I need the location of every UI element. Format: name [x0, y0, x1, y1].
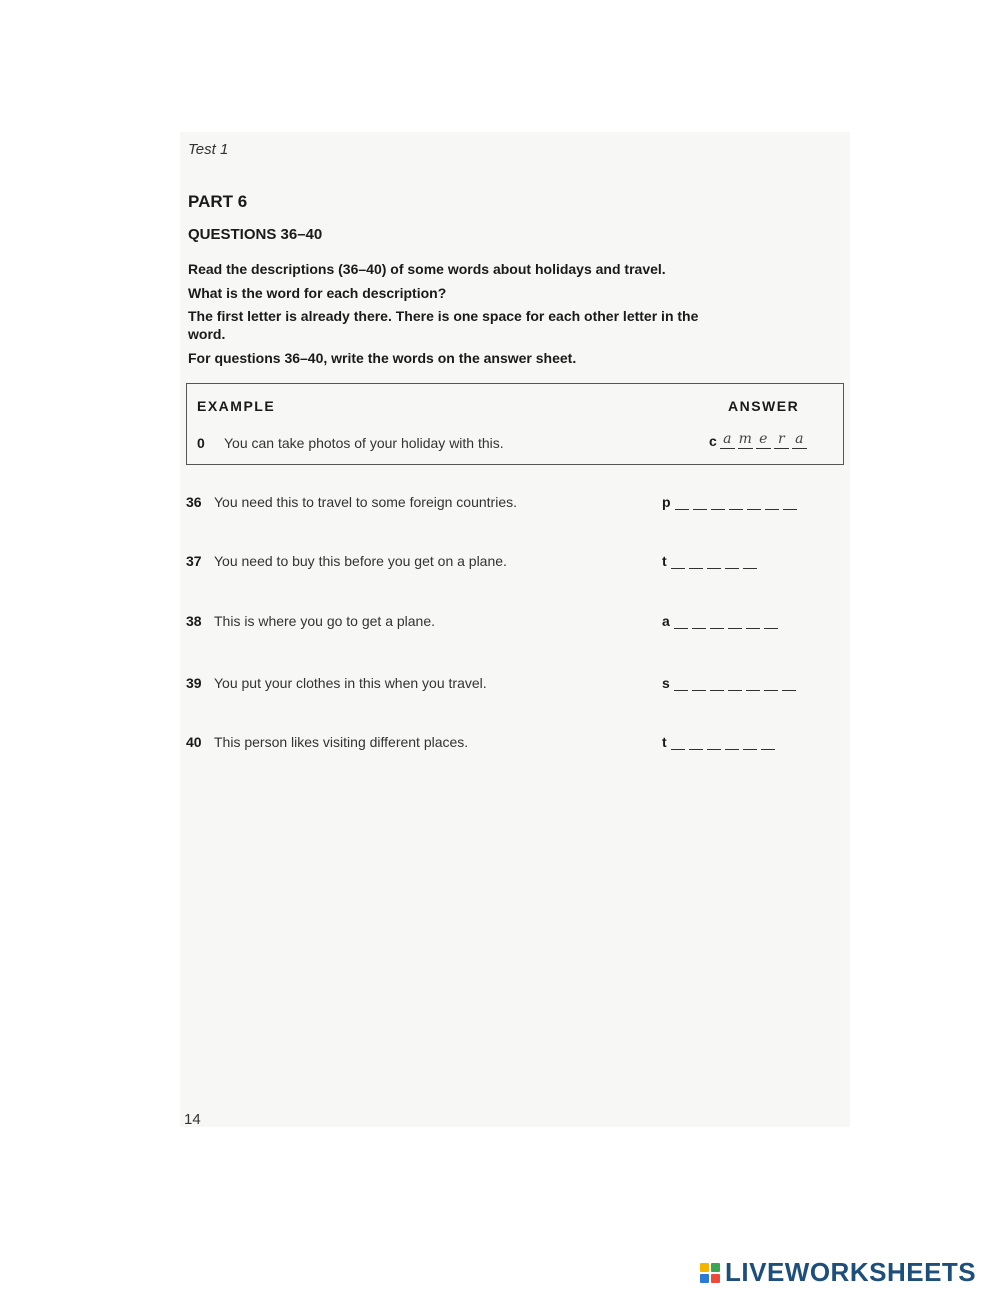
answer-field[interactable]	[662, 494, 797, 510]
example-answer-letter: a	[720, 431, 735, 449]
answer-blank[interactable]	[693, 497, 707, 510]
example-number: 0	[197, 435, 205, 451]
answer-blank[interactable]	[710, 616, 724, 629]
part-title: PART 6	[188, 192, 248, 211]
question-text: This person likes visiting different places.	[214, 734, 469, 750]
answer-field[interactable]	[662, 553, 757, 569]
page-number: 14	[184, 1111, 201, 1128]
example-answer-letter: e	[756, 431, 771, 449]
liveworksheets-logo-icon	[700, 1263, 720, 1283]
answer-blank[interactable]	[764, 616, 778, 629]
answer-field[interactable]	[662, 734, 775, 750]
answer-blank[interactable]	[689, 737, 703, 750]
question-text: You need this to travel to some foreign countries.	[214, 494, 517, 510]
answer-blank[interactable]	[692, 678, 706, 691]
answer-blank[interactable]	[675, 497, 689, 510]
worksheet-page	[180, 132, 850, 1127]
example-answer-letter: r	[774, 431, 789, 449]
answer-first-letter: t	[662, 553, 667, 569]
questions-title: QUESTIONS 36–40	[188, 226, 323, 243]
example-box	[186, 383, 844, 465]
answer-blank[interactable]	[671, 556, 685, 569]
logo-square	[711, 1263, 720, 1272]
answer-blank[interactable]	[728, 678, 742, 691]
question-text: You need to buy this before you get on a plane.	[214, 553, 507, 569]
answer-blank[interactable]	[746, 678, 760, 691]
example-first-letter: c	[709, 433, 717, 449]
answer-blank[interactable]	[674, 616, 688, 629]
instruction-1: Read the descriptions (36–40) of some words about holidays and travel.	[188, 261, 666, 277]
answer-blank[interactable]	[674, 678, 688, 691]
instruction-4: For questions 36–40, write the words on the answer sheet.	[188, 350, 577, 366]
test-label: Test 1	[188, 141, 229, 158]
answer-blank[interactable]	[707, 556, 721, 569]
answer-first-letter: a	[662, 613, 670, 629]
answer-blank[interactable]	[728, 616, 742, 629]
answer-blank[interactable]	[747, 497, 761, 510]
question-number: 36	[186, 494, 202, 510]
answer-first-letter: p	[662, 494, 671, 510]
answer-blank[interactable]	[765, 497, 779, 510]
answer-blank[interactable]	[671, 737, 685, 750]
answer-blank[interactable]	[692, 616, 706, 629]
answer-blank[interactable]	[782, 678, 796, 691]
liveworksheets-logo[interactable]	[700, 1257, 976, 1288]
answer-blank[interactable]	[729, 497, 743, 510]
answer-blank[interactable]	[707, 737, 721, 750]
answer-blank[interactable]	[743, 737, 757, 750]
answer-blank[interactable]	[725, 737, 739, 750]
answer-blank[interactable]	[743, 556, 757, 569]
answer-first-letter: s	[662, 675, 670, 691]
answer-blank[interactable]	[725, 556, 739, 569]
answer-blank[interactable]	[761, 737, 775, 750]
question-number: 39	[186, 675, 202, 691]
answer-field[interactable]	[662, 613, 778, 629]
example-answer-letter: a	[792, 431, 807, 449]
answer-blank[interactable]	[710, 678, 724, 691]
answer-heading: ANSWER	[728, 398, 800, 414]
logo-square	[700, 1263, 709, 1272]
example-answer-letter: m	[738, 431, 752, 447]
question-number: 37	[186, 553, 202, 569]
answer-blank[interactable]	[689, 556, 703, 569]
question-text: You put your clothes in this when you travel.	[214, 675, 487, 691]
answer-blank[interactable]	[746, 616, 760, 629]
instruction-2: What is the word for each description?	[188, 285, 447, 301]
question-number: 40	[186, 734, 202, 750]
question-text: This is where you go to get a plane.	[214, 613, 436, 629]
example-text: You can take photos of your holiday with this.	[224, 435, 504, 451]
logo-square	[700, 1274, 709, 1283]
answer-blank[interactable]	[711, 497, 725, 510]
example-heading: EXAMPLE	[197, 398, 276, 414]
answer-first-letter: t	[662, 734, 667, 750]
logo-square	[711, 1274, 720, 1283]
example-answer	[709, 431, 807, 449]
answer-blank[interactable]	[783, 497, 797, 510]
liveworksheets-wordmark: LIVEWORKSHEETS	[725, 1257, 977, 1287]
instruction-3: The first letter is already there. There is one space for each other letter in the word.	[188, 308, 699, 342]
question-number: 38	[186, 613, 202, 629]
answer-blank[interactable]	[764, 678, 778, 691]
answer-field[interactable]	[662, 675, 796, 691]
